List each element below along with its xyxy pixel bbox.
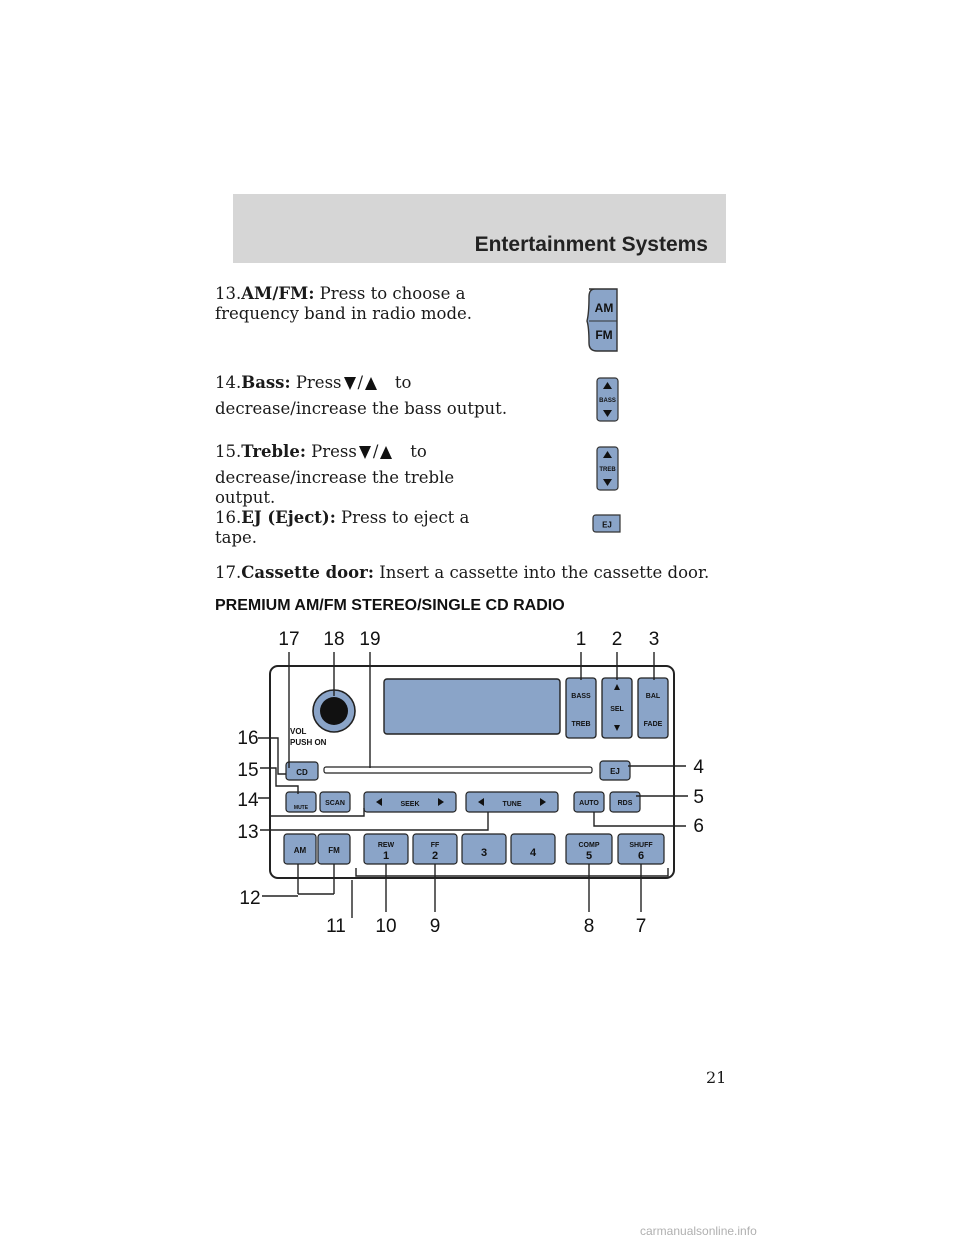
radio-shuff-label: SHUFF (629, 842, 653, 849)
radio-scan-label: SCAN (325, 800, 345, 807)
radio-rew-label: REW (377, 842, 395, 849)
radio-ff-label: FF (430, 842, 440, 849)
callout-9: 9 (429, 916, 441, 937)
callout-6: 6 (693, 816, 704, 837)
callout-12: 12 (239, 888, 261, 909)
item-text: Press (295, 373, 342, 392)
radio-diagram (230, 618, 710, 942)
item-separator: / (357, 373, 364, 392)
cd-slot (324, 767, 592, 773)
footer-band (0, 1223, 960, 1242)
radio-mute-label: MUTE (293, 805, 309, 811)
item-text: Insert a cassette into the cassette door. (379, 563, 710, 582)
radio-comp-label: COMP (578, 842, 600, 849)
item-text-line2: decrease/increase the treble output. (215, 468, 455, 507)
preset-1-label: 1 (382, 850, 390, 862)
item-text: to (394, 373, 412, 392)
bass-label: BASS (599, 398, 616, 404)
preset-4-label: 4 (529, 847, 537, 859)
down-arrow-icon (359, 446, 371, 459)
radio-am-label: AM (293, 846, 307, 855)
item-13 (215, 284, 515, 324)
page-number: 21 (706, 1068, 727, 1087)
item-number: 17. (215, 563, 242, 582)
ej-label: EJ (602, 520, 612, 530)
fm-label: FM (595, 328, 613, 342)
callout-2: 2 (611, 629, 623, 650)
callout-7: 7 (635, 916, 647, 937)
callout-17: 17 (278, 629, 300, 650)
radio-cd-label: CD (296, 768, 308, 777)
item-term: Cassette door: (241, 563, 374, 582)
item-number: 14. (215, 373, 242, 392)
item-number: 16. (215, 508, 242, 527)
eject-button-icon (592, 514, 622, 534)
callout-8: 8 (583, 916, 595, 937)
item-text: Press to eject a (341, 508, 470, 527)
radio-fade-label: FADE (643, 721, 663, 728)
item-15 (215, 442, 515, 508)
treb-label: TREB (599, 467, 616, 473)
header-band (233, 194, 726, 263)
item-text-line2: tape. (215, 528, 258, 547)
item-text: Press to choose a (319, 284, 466, 303)
callout-19: 19 (359, 629, 381, 650)
item-separator: / (372, 442, 379, 461)
vol-label: VOL (290, 727, 307, 736)
item-term: AM/FM: (241, 284, 315, 303)
callout-11: 11 (326, 916, 346, 937)
radio-bal-label: BAL (645, 693, 661, 700)
section-title: PREMIUM AM/FM STEREO/SINGLE CD RADIO (215, 597, 565, 614)
up-arrow-icon (380, 446, 392, 459)
item-text-line2: frequency band in radio mode. (215, 304, 473, 323)
am-fm-button-icon (585, 287, 625, 355)
callout-1: 1 (575, 629, 587, 650)
bass-button-icon (596, 377, 620, 423)
preset-2-label: 2 (431, 850, 439, 862)
item-number: 13. (215, 284, 242, 303)
preset-3-label: 3 (480, 847, 488, 859)
am-label: AM (594, 301, 614, 315)
radio-auto-label: AUTO (579, 800, 599, 807)
preset-5-label: 5 (585, 850, 593, 862)
radio-display (384, 679, 560, 734)
push-on-label: PUSH ON (290, 738, 327, 747)
radio-sel-label: SEL (610, 706, 624, 713)
item-text-line2: decrease/increase the bass output. (215, 399, 508, 418)
radio-seek-label: SEEK (400, 801, 420, 808)
radio-treb-label: TREB (571, 721, 591, 728)
volume-knob-center (320, 697, 348, 725)
callout-10: 10 (375, 916, 397, 937)
treble-button-icon (596, 446, 620, 492)
callout-3: 3 (648, 629, 660, 650)
bass-treb-rocker (566, 678, 596, 738)
footer-watermark: carmanualsonline.info (640, 1224, 757, 1238)
item-number: 15. (215, 442, 242, 461)
preset-6-label: 6 (637, 850, 645, 862)
callout-5: 5 (693, 787, 704, 808)
down-arrow-icon (344, 377, 356, 390)
page-header-title: Entertainment Systems (474, 233, 708, 256)
item-text: Press (311, 442, 357, 461)
radio-bass-label: BASS (571, 693, 591, 700)
item-text: to (410, 442, 427, 461)
callout-16: 16 (237, 728, 259, 749)
up-arrow-icon (365, 377, 377, 390)
callout-14: 14 (237, 790, 259, 811)
callout-15: 15 (237, 760, 259, 781)
callout-13: 13 (237, 822, 259, 843)
item-14 (215, 373, 515, 419)
radio-fm-label: FM (328, 846, 340, 855)
item-16 (215, 508, 515, 548)
item-term: Treble: (241, 442, 306, 461)
radio-ej-label: EJ (610, 767, 620, 776)
radio-tune-label: TUNE (502, 801, 522, 808)
radio-rds-label: RDS (617, 800, 633, 807)
item-term: EJ (Eject): (241, 508, 336, 527)
callout-18: 18 (323, 629, 345, 650)
bal-fade-rocker (638, 678, 668, 738)
item-17 (215, 563, 735, 583)
callout-4: 4 (693, 757, 704, 778)
item-term: Bass: (241, 373, 291, 392)
